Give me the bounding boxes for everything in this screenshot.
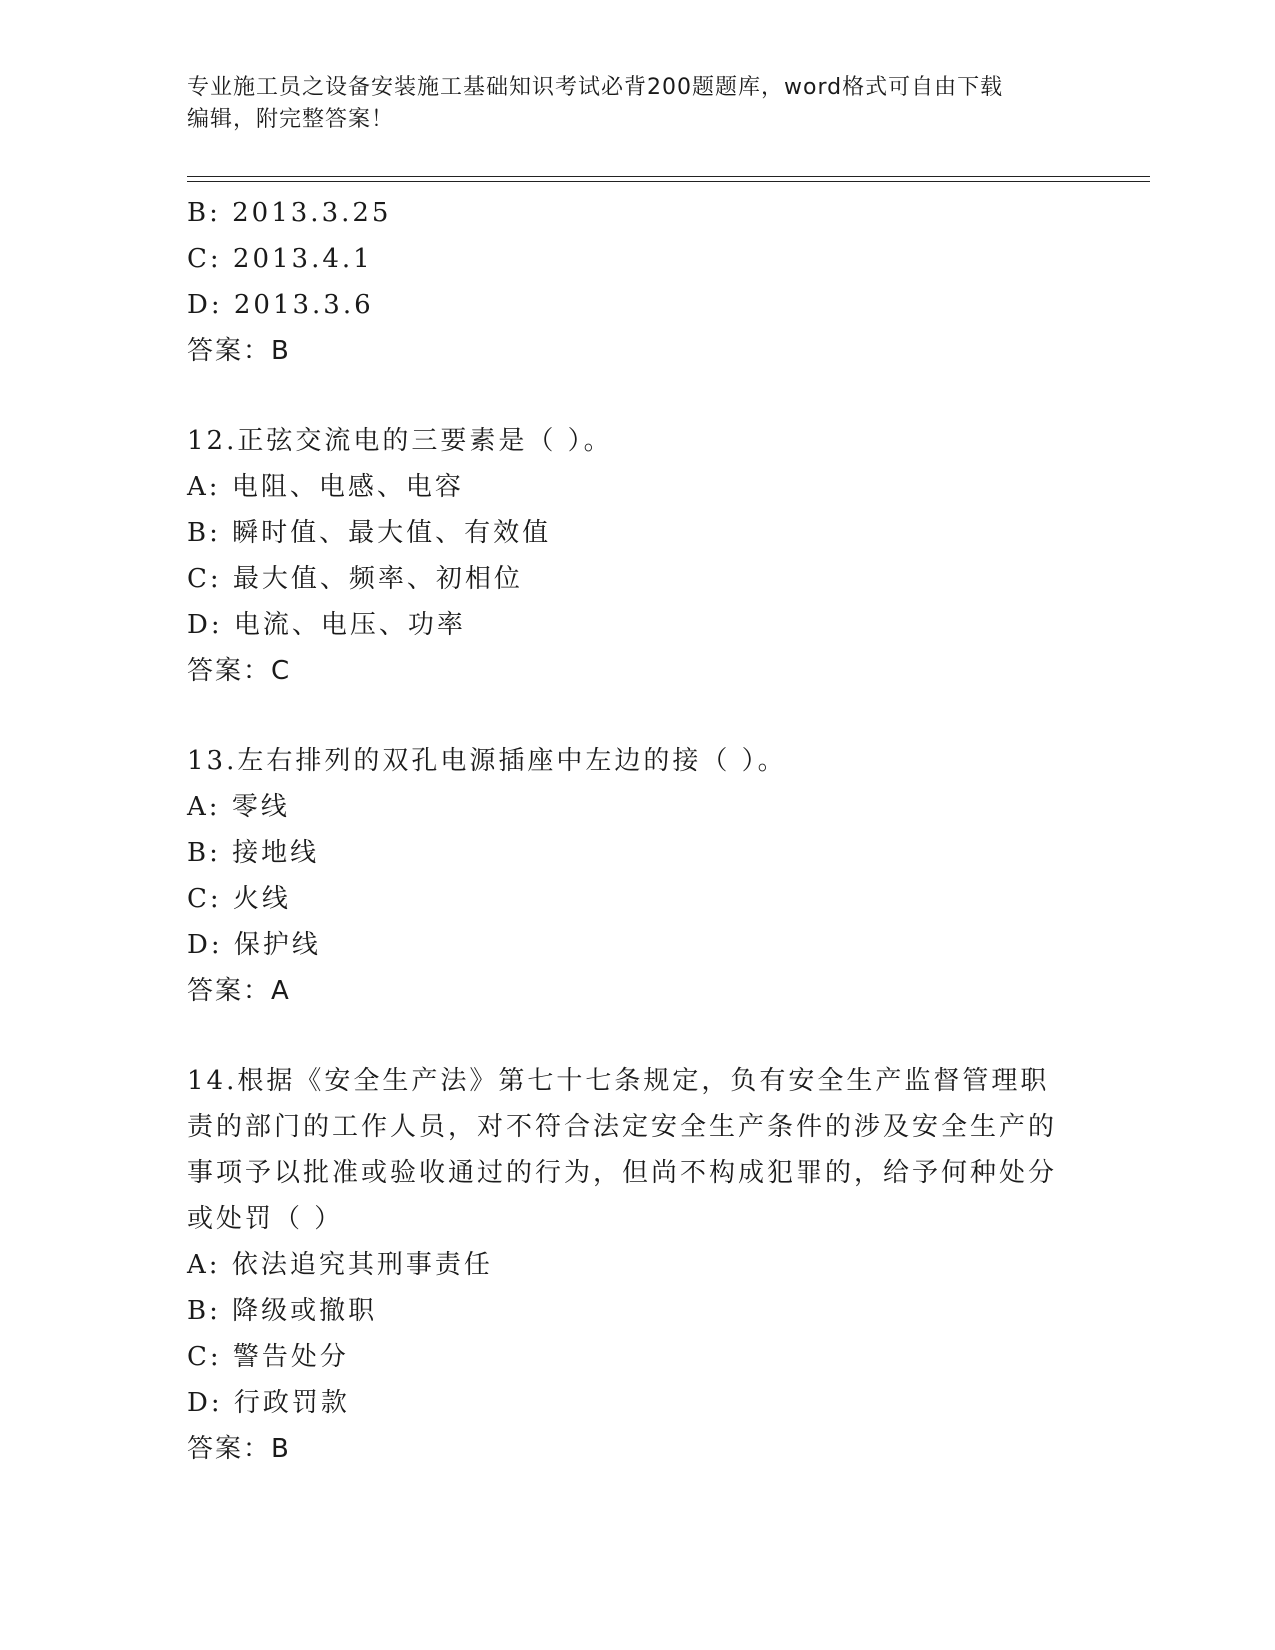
option-label: A: <box>187 792 221 822</box>
option-text: 零线 <box>231 792 290 822</box>
option-label: D: <box>187 1388 223 1418</box>
option-text: 依法追究其刑事责任 <box>231 1250 493 1280</box>
header-title-line-2: 编辑，附完整答案！ <box>187 107 395 132</box>
option-label: D: <box>187 930 223 960</box>
option-text: 电流、电压、功率 <box>233 610 466 640</box>
header-rule-bottom <box>187 181 1150 182</box>
document-header <box>187 72 1087 136</box>
question-text: 12.正弦交流电的三要素是（ ）。 <box>187 426 613 456</box>
question-text: 14.根据《安全生产法》第七十七条规定，负有安全生产监督管理职责的部门的工作人员，对不符合法定安全生产条件的涉及安全生产的事项予以批准或验收通过的行为，但尚不构成犯罪的，给予何种处分或处罚（ ） <box>187 1066 1058 1234</box>
question-text: 13.左右排列的双孔电源插座中左边的接（ ）。 <box>187 746 787 776</box>
prev-question-block <box>187 190 1087 374</box>
option-text: 警告处分 <box>232 1342 349 1372</box>
option-c <box>187 876 1087 922</box>
option-text: 电阻、电感、电容 <box>231 472 464 502</box>
option-b <box>187 190 1087 236</box>
answer-line: 答案：C <box>187 656 292 686</box>
option-label: C: <box>187 244 222 274</box>
option-c <box>187 1334 1087 1380</box>
option-a <box>187 784 1087 830</box>
answer-line: 答案：B <box>187 1434 291 1464</box>
option-b <box>187 510 1087 556</box>
option-a <box>187 1242 1087 1288</box>
option-d <box>187 1380 1087 1426</box>
question-14-block <box>187 1058 1087 1472</box>
spacer <box>187 374 1087 418</box>
option-label: B: <box>187 518 221 548</box>
option-label: A: <box>187 1250 221 1280</box>
answer-line: 答案：B <box>187 336 291 366</box>
option-text: 保护线 <box>233 930 321 960</box>
answer-line: 答案：A <box>187 976 291 1006</box>
header-rule-top <box>187 176 1150 177</box>
option-label: D: <box>187 290 223 320</box>
option-d <box>187 602 1087 648</box>
option-b <box>187 830 1087 876</box>
option-label: C: <box>187 564 222 594</box>
question-content <box>187 190 1087 1472</box>
option-text: 行政罚款 <box>233 1388 350 1418</box>
option-text: 最大值、频率、初相位 <box>232 564 523 594</box>
option-label: B: <box>187 198 221 228</box>
option-d <box>187 922 1087 968</box>
question-13-block <box>187 738 1087 1014</box>
option-b <box>187 1288 1087 1334</box>
option-label: B: <box>187 838 221 868</box>
option-text: 接地线 <box>232 838 320 868</box>
option-label: C: <box>187 1342 222 1372</box>
option-label: B: <box>187 1296 221 1326</box>
option-text: 火线 <box>232 884 291 914</box>
question-12-block <box>187 418 1087 694</box>
spacer <box>187 694 1087 738</box>
option-label: D: <box>187 610 223 640</box>
spacer <box>187 1014 1087 1058</box>
option-text: 2013.4.1 <box>232 244 373 274</box>
option-c <box>187 556 1087 602</box>
option-d <box>187 282 1087 328</box>
option-text: 降级或撤职 <box>232 1296 378 1326</box>
option-label: A: <box>187 472 221 502</box>
option-text: 2013.3.25 <box>232 198 392 228</box>
option-text: 2013.3.6 <box>233 290 374 320</box>
option-text: 瞬时值、最大值、有效值 <box>232 518 552 548</box>
header-title-line-1: 专业施工员之设备安装施工基础知识考试必背200题题库，word格式可自由下载 <box>187 75 1004 100</box>
option-a <box>187 464 1087 510</box>
option-c <box>187 236 1087 282</box>
option-label: C: <box>187 884 222 914</box>
